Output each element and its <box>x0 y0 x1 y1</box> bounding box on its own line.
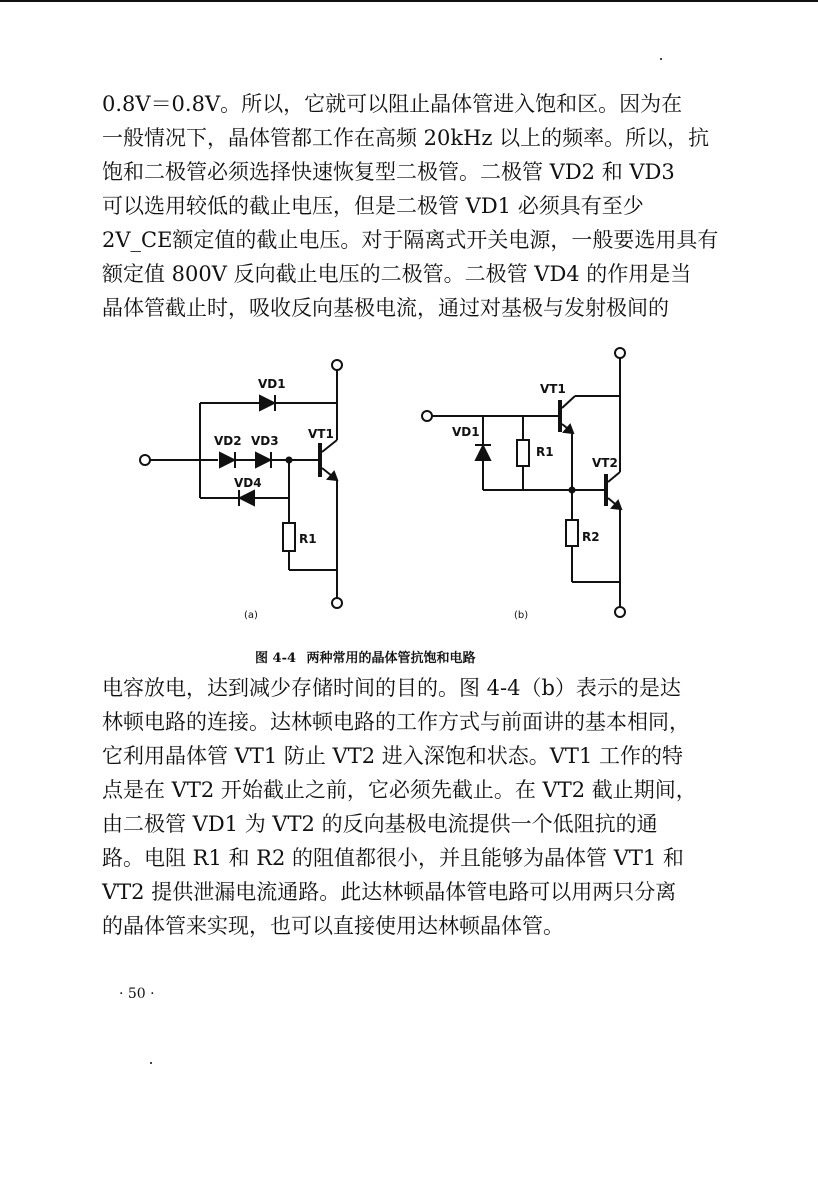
emitter-terminal-b <box>615 607 625 617</box>
text-line: 林顿电路的连接。达林顿电路的工作方式与前面讲的基本相同， <box>102 710 690 734</box>
text-line: VT2 提供泄漏电流通路。此达林顿晶体管电路可以用两只分离 <box>102 880 677 904</box>
text-line: 由二极管 VD1 为 VT2 的反向基极电流提供一个低阻抗的通 <box>102 812 658 836</box>
collector-terminal-b <box>615 348 625 358</box>
input-terminal-a <box>140 455 150 465</box>
sublabel-a: (a) <box>244 610 258 621</box>
text-line: 饱和二极管必须选择快速恢复型二极管。二极管 VD2 和 VD3 <box>102 160 675 184</box>
paragraph-2 <box>102 671 697 943</box>
text-line: 一般情况下，晶体管都工作在高频 20kHz 以上的频率。所以，抗 <box>102 126 710 150</box>
label-vd2: VD2 <box>214 434 242 448</box>
scan-speck <box>660 58 662 60</box>
caption-number: 图 4-4 <box>255 651 297 666</box>
figure-caption <box>255 647 482 666</box>
diode-vd3 <box>256 453 270 467</box>
text-line: 2V_CE额定值的截止电压。对于隔离式开关电源，一般要选用具有 <box>102 228 719 252</box>
collector-terminal-a <box>332 360 342 370</box>
text-line: 晶体管截止时，吸收反向基极电流，通过对基极与发射极间的 <box>102 296 669 320</box>
emitter-terminal-a <box>332 598 342 608</box>
label-vd3: VD3 <box>251 434 279 448</box>
top-border-line <box>0 0 818 2</box>
diode-vd1 <box>260 396 274 410</box>
text-line: 额定值 800V 反向截止电压的二极管。二极管 VD4 的作用是当 <box>102 262 692 286</box>
circuit-b <box>422 348 625 617</box>
diode-vd2 <box>220 453 234 467</box>
text-line: 0.8V＝0.8V。所以，它就可以阻止晶体管进入饱和区。因为在 <box>102 92 683 116</box>
label-vt1-b: VT1 <box>540 382 566 396</box>
diode-vd1-b <box>476 446 490 460</box>
resistor-r2-b <box>566 520 578 546</box>
text-line: 的晶体管来实现，也可以直接使用达林顿晶体管。 <box>102 914 564 938</box>
label-vd4: VD4 <box>234 476 262 490</box>
resistor-r1-b <box>517 440 529 466</box>
sublabel-b: (b) <box>514 610 529 621</box>
text-line: 可以选用较低的截止电压，但是二极管 VD1 必须具有至少 <box>102 194 644 218</box>
page-number: · 50 · <box>119 986 155 1002</box>
paragraph-1 <box>102 87 719 325</box>
label-vd1-b: VD1 <box>452 425 480 439</box>
label-r1-b: R1 <box>536 445 554 459</box>
scan-speck <box>150 1062 152 1064</box>
circuit-diagrams <box>120 330 680 650</box>
diode-vd4 <box>240 491 254 505</box>
text-line: 它利用晶体管 VT1 防止 VT2 进入深饱和状态。VT1 工作的特 <box>102 744 683 768</box>
label-r1: R1 <box>299 532 317 546</box>
label-r2-b: R2 <box>582 530 600 544</box>
caption-text: 两种常用的晶体管抗饱和电路 <box>306 651 476 666</box>
input-terminal-b <box>422 411 432 421</box>
label-vd1: VD1 <box>258 377 286 391</box>
figure-4-4 <box>120 330 680 650</box>
text-line: 电容放电，达到减少存储时间的目的。图 4-4（b）表示的是达 <box>102 676 681 700</box>
text-line: 点是在 VT2 开始截止之前，它必须先截止。在 VT2 截止期间， <box>102 778 697 802</box>
label-vt2-b: VT2 <box>592 456 618 470</box>
label-vt1: VT1 <box>308 427 334 441</box>
text-line: 路。电阻 R1 和 R2 的阻值都很小，并且能够为晶体管 VT1 和 <box>102 846 684 870</box>
resistor-r1 <box>283 523 295 551</box>
